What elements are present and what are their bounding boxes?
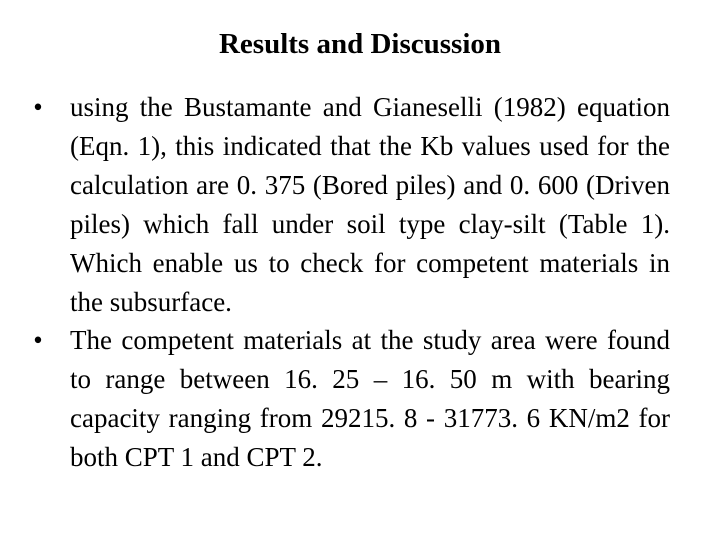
slide-title: Results and Discussion <box>218 28 502 60</box>
bullet-icon: • <box>33 325 43 356</box>
bullet-item-competent-materials <box>28 321 670 477</box>
bullet-item-kb-values <box>28 88 670 321</box>
bullet-text: using the Bustamante and Gianeselli (1982) equation (Eqn. 1), this indicated that the Kb values used for the calculation are 0. 375 (Bored piles) and 0. 600 (Driven piles) which fall under soil type clay-silt (Table 1). Which enable us to check for competent materials in the subsurface. <box>70 92 670 317</box>
bullet-list <box>28 88 670 477</box>
bullet-icon: • <box>33 92 43 122</box>
bullet-text: The competent materials at the study area were found to range between 16. 25 – 16. 50 m with bearing capacity ranging from 29215. 8 - 31773. 6 KN/m2 for both CPT 1 and CPT 2. <box>70 325 670 473</box>
